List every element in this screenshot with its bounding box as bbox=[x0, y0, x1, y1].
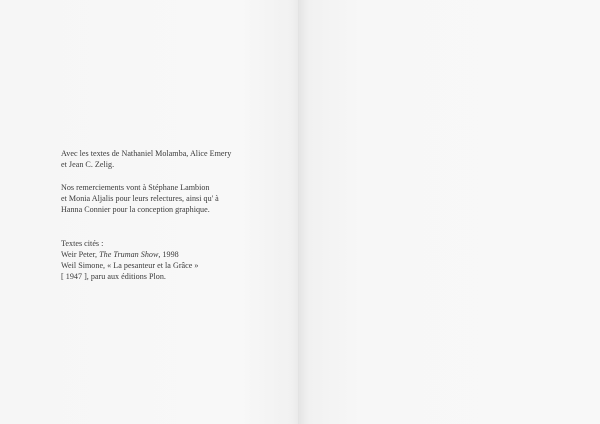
cited-texts-heading: Textes cités : bbox=[61, 239, 104, 248]
acknowledgements-paragraph bbox=[61, 182, 261, 215]
citation-truman-show bbox=[61, 249, 261, 260]
citation-title: The Truman Show bbox=[99, 250, 159, 259]
thanks-line-2: et Monia Aljalis pour leurs relectures, ainsi qu' à bbox=[61, 194, 219, 203]
citation-author: Weir Peter, bbox=[61, 250, 100, 259]
citation-weil: Weil Simone, « La pesanteur et la Grâce » bbox=[61, 261, 199, 270]
thanks-line-3: Hanna Connier pour la conception graphique. bbox=[61, 205, 210, 214]
thanks-line-1: Nos remerciements vont à Stéphane Lambion bbox=[61, 183, 210, 192]
credits-line-1: Avec les textes de Nathaniel Molamba, Alice Emery bbox=[61, 149, 232, 158]
cited-texts-section bbox=[61, 238, 261, 282]
citation-year: , 1998 bbox=[158, 250, 179, 259]
citation-weil-publication: [ 1947 ], paru aux éditions Plon. bbox=[61, 272, 166, 281]
right-page bbox=[300, 0, 600, 424]
credits-paragraph bbox=[61, 148, 261, 170]
credits-line-2: et Jean C. Zelig. bbox=[61, 160, 115, 169]
